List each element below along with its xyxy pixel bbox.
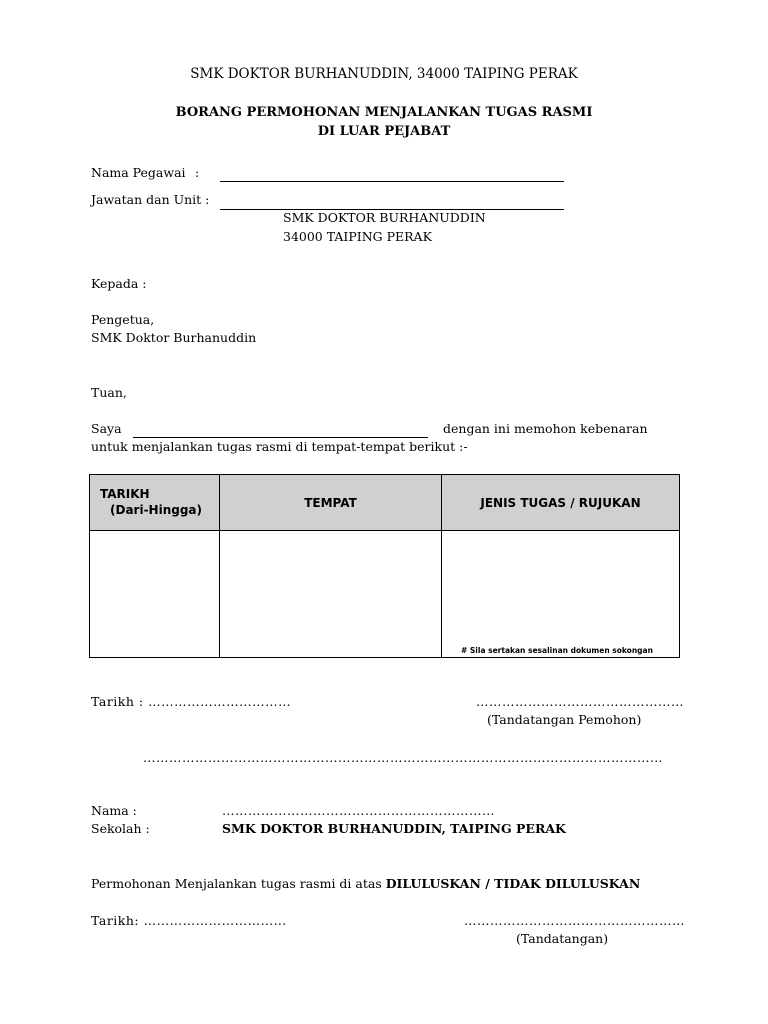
applicant-name-field[interactable]	[133, 437, 428, 438]
position-unit-label: Jawatan dan Unit :	[91, 192, 210, 207]
col-header-tarikh-label: TARIKH	[100, 487, 150, 501]
recipient-label: Kepada :	[91, 276, 147, 291]
school-heading: SMK DOKTOR BURHANUDDIN, 34000 TAIPING PERAK	[190, 66, 578, 82]
duty-table	[89, 474, 680, 658]
applicant-date-field[interactable]: Tarikh : ……………………………	[91, 694, 292, 709]
tempat-cell[interactable]	[220, 531, 442, 658]
request-text: dengan ini memohon kebenaran	[443, 421, 648, 436]
approval-decision-options[interactable]: DILULUSKAN / TIDAK DILULUSKAN	[385, 876, 641, 891]
employee-name-colon: :	[195, 165, 200, 180]
recipient-school: SMK Doktor Burhanuddin	[91, 330, 257, 345]
unit-address-line1: SMK DOKTOR BURHANUDDIN	[283, 210, 486, 225]
approval-signature-caption: (Tandatangan)	[516, 931, 609, 946]
approver-name-field[interactable]: ………………………………………………………	[222, 803, 495, 818]
approver-school-value: SMK DOKTOR BURHANUDDIN, TAIPING PERAK	[222, 821, 566, 836]
form-title-line1: BORANG PERMOHONAN MENJALANKAN TUGAS RASMI	[175, 105, 593, 120]
saya-label: Saya	[91, 421, 122, 436]
approval-date-field[interactable]: Tarikh: ……………………………	[91, 913, 287, 928]
table-header-row	[90, 475, 680, 531]
approval-decision-text: Permohonan Menjalankan tugas rasmi di atas	[91, 876, 386, 891]
employee-name-field[interactable]	[220, 181, 564, 182]
approver-name-label: Nama :	[91, 803, 137, 818]
col-header-tempat: TEMPAT	[220, 475, 442, 531]
col-header-jenis-tugas: JENIS TUGAS / RUJUKAN	[442, 475, 680, 531]
jenis-tugas-cell[interactable]	[442, 531, 680, 658]
approval-signature-field[interactable]: ……………………………………………	[464, 913, 685, 928]
tarikh-cell[interactable]	[90, 531, 220, 658]
employee-name-label: Nama Pegawai	[91, 165, 186, 180]
form-title-line2: DI LUAR PEJABAT	[317, 124, 451, 139]
approver-school-label: Sekolah :	[91, 821, 150, 836]
approval-decision	[91, 878, 640, 891]
table-row	[90, 531, 680, 658]
applicant-signature-caption: (Tandatangan Pemohon)	[487, 712, 642, 727]
supporting-document-note: # Sila sertakan sesalinan dokumen sokongan	[461, 646, 653, 655]
section-separator: …………………………………………………………………………………………………………	[143, 750, 663, 765]
unit-address-line2: 34000 TAIPING PERAK	[283, 229, 432, 244]
request-text-line2: untuk menjalankan tugas rasmi di tempat-tempat berikut :-	[91, 439, 468, 454]
recipient-title: Pengetua,	[91, 312, 155, 327]
salutation: Tuan,	[91, 385, 127, 400]
col-header-tarikh-range: (Dari-Hingga)	[110, 503, 203, 517]
col-header-tarikh	[90, 475, 220, 531]
applicant-signature-field[interactable]: …………………………………………	[476, 694, 684, 709]
